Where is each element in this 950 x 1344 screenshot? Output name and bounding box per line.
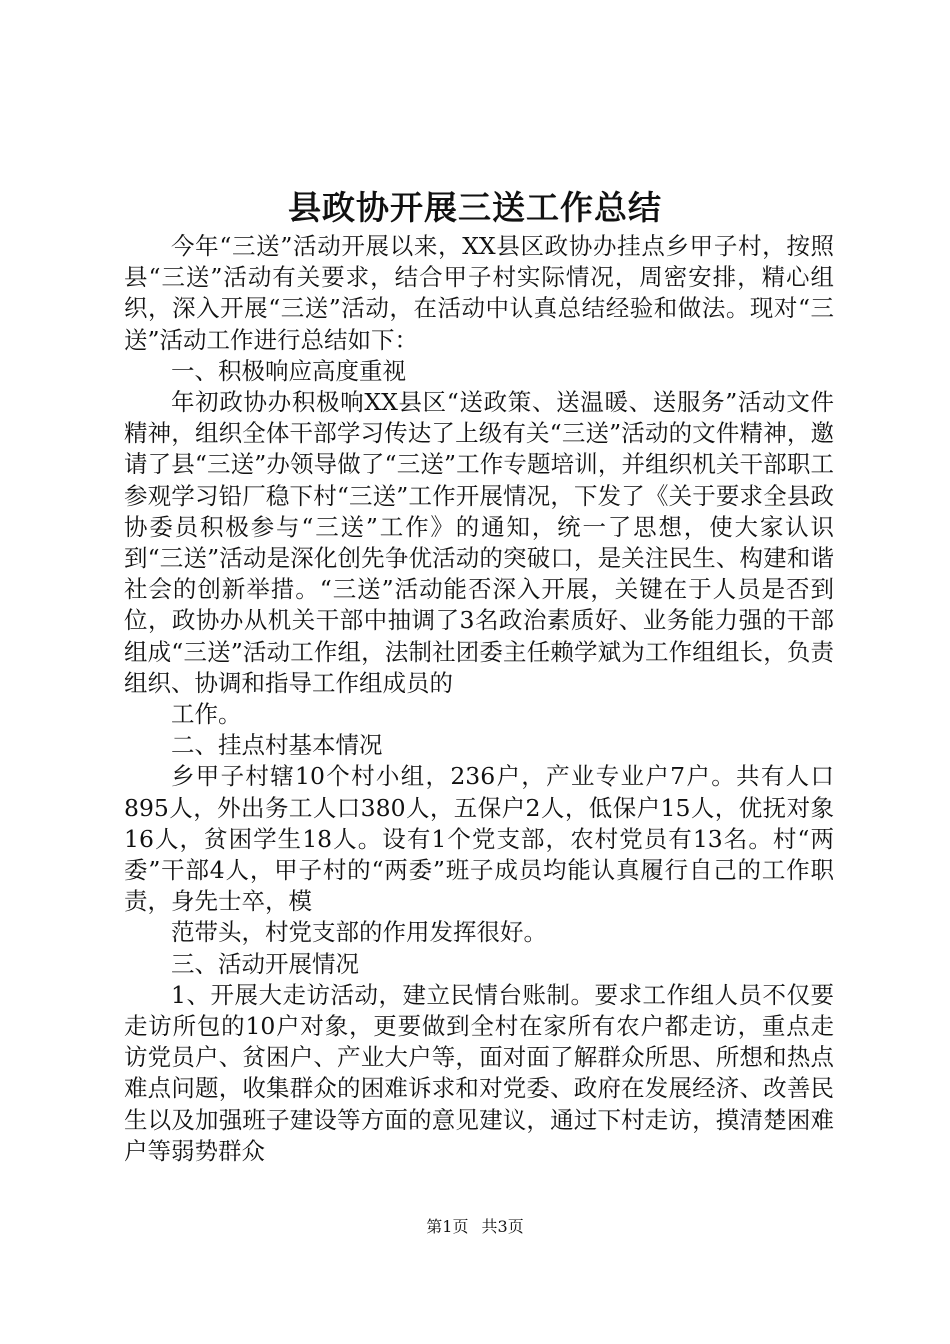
heading-section-1: 一、积极响应高度重视 [171, 356, 406, 385]
paragraph-section-2-continued: 范带头，村党支部的作用发挥很好。 [171, 918, 547, 947]
paragraph-section-1-continued: 工作。 [171, 700, 242, 729]
paragraph-section-1: 年初政协办积极响XX县区“送政策、送温暖、送服务”活动文件精神，组织全体干部学习传达了上级有关“三送”活动的文件精神，邀请了县“三送”办领导做了“三送”工作专题培训，并组织机关干部职工参观学习铅厂稳下村“三送”工作开展情况，下发了《关于要求全县政协委员积极参与“三送”工作》的通知，统一了思想，使大家认识到“三送”活动是深化创先争优活动的突破口，是关注民生、构建和谐社会的创新举措。“三送”活动能否深入开展，关键在于人员是否到位，政协办从机关干部中抽调了3名政治素质好、业务能力强的干部组成“三送”活动工作组，法制社团委主任赖学斌为工作组组长，负责组织、协调和指导工作组成员的 [124, 388, 834, 697]
paragraph-intro: 今年“三送”活动开展以来，XX县区政协办挂点乡甲子村，按照县“三送”活动有关要求，结合甲子村实际情况，周密安排，精心组织，深入开展“三送”活动，在活动中认真总结经验和做法。现对“三送”活动工作进行总结如下： [124, 232, 834, 354]
page-number: 第1页 [426, 1217, 469, 1236]
page-total: 共3页 [481, 1217, 524, 1236]
heading-section-3: 三、活动开展情况 [171, 949, 359, 978]
paragraph-section-3-item-1: 1、开展大走访活动，建立民情台账制。要求工作组人员不仅要走访所包的10户对象，更要做到全村在家所有农户都走访，重点走访党员户、贫困户、产业大户等，面对面了解群众所思、所想和热点难点问题，收集群众的困难诉求和对党委、政府在发展经济、改善民生以及加强班子建设等方面的意见建议，通过下村走访，摸清楚困难户等弱势群众 [124, 980, 834, 1165]
document-body [124, 231, 834, 1167]
heading-section-2: 二、挂点村基本情况 [171, 731, 383, 760]
document-title: 县政协开展三送工作总结 [288, 188, 662, 227]
page-footer [0, 1216, 950, 1238]
paragraph-section-2: 乡甲子村辖10个村小组，236户，产业专业户7户。共有人口895人，外出务工人口380人，五保户2人，低保户15人，优抚对象16人，贫困学生18人。设有1个党支部，农村党员有13名。村“两委”干部4人，甲子村的“两委”班子成员均能认真履行自己的工作职责，身先士卒，模 [124, 762, 834, 916]
